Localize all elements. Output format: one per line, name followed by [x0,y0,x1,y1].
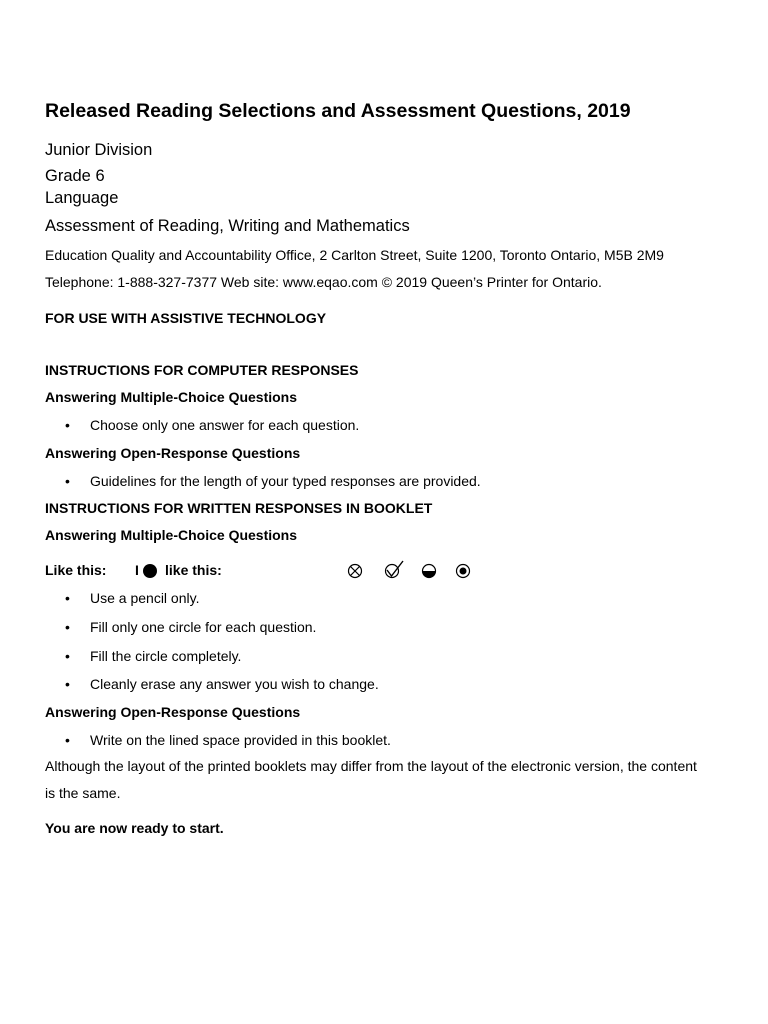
filled-circle-icon [142,563,158,579]
dotted-circle-icon [455,563,471,579]
not-like-this-label: like this: [165,562,222,578]
assistive-tech-note: FOR USE WITH ASSISTIVE TECHNOLOGY [45,310,327,326]
booklet-or-heading: Answering Open-Response Questions [45,704,301,720]
bullet-glyph: • [65,590,70,606]
bullet-glyph: • [65,648,70,664]
computer-mc-heading: Answering Multiple-Choice Questions [45,389,298,405]
address-line: Education Quality and Accountability Office, 2 Carlton Street, Suite 1200, Toronto Ontario, M5B 2M9 [45,247,664,263]
contact-line: Telephone: 1-888-327-7377 Web site: www.eqao.com © 2019 Queen’s Printer for Ontario. [45,274,602,290]
booklet-instructions-heading: INSTRUCTIONS FOR WRITTEN RESPONSES IN BOOKLET [45,500,433,516]
layout-note-paragraph: Although the layout of the printed booklets may differ from the layout of the electronic version, the content is the same. [45,758,697,801]
check-circle-icon [383,560,405,579]
division-label: Junior Division [45,141,153,159]
booklet-mc-heading: Answering Multiple-Choice Questions [45,527,298,543]
list-item-text: Fill the circle completely. [90,648,242,664]
bullet-glyph: • [65,676,70,692]
list-item-text: Cleanly erase any answer you wish to change. [90,676,379,692]
bullet-glyph: • [65,619,70,635]
document-page [45,0,735,1024]
not-like-this-prefix: I [135,562,139,578]
list-item [65,732,391,748]
assessment-heading: Assessment of Reading, Writing and Mathematics [45,217,410,235]
computer-or-heading: Answering Open-Response Questions [45,445,301,461]
document-title: Released Reading Selections and Assessment Questions, 2019 [45,100,631,122]
list-item [65,417,359,433]
list-item [65,619,316,635]
list-item-text: Write on the lined space provided in this booklet. [90,732,391,748]
list-item-text: Fill only one circle for each question. [90,619,317,635]
list-item [65,473,481,489]
list-item-text: Choose only one answer for each question. [90,417,360,433]
like-this-label: Like this: [45,562,107,578]
grade-label: Grade 6 [45,167,105,185]
computer-instructions-heading: INSTRUCTIONS FOR COMPUTER RESPONSES [45,362,359,378]
ready-to-start-text: You are now ready to start. [45,820,224,836]
half-filled-circle-icon [421,563,437,579]
bullet-glyph: • [65,473,70,489]
list-item [65,648,241,664]
bullet-glyph: • [65,732,70,748]
bullet-glyph: • [65,417,70,433]
list-item-text: Guidelines for the length of your typed responses are provided. [90,473,481,489]
example-marks-row [45,562,545,580]
list-item-text: Use a pencil only. [90,590,200,606]
crossed-circle-icon [347,563,363,579]
list-item [65,590,199,606]
list-item [65,676,379,692]
subject-label: Language [45,189,119,207]
